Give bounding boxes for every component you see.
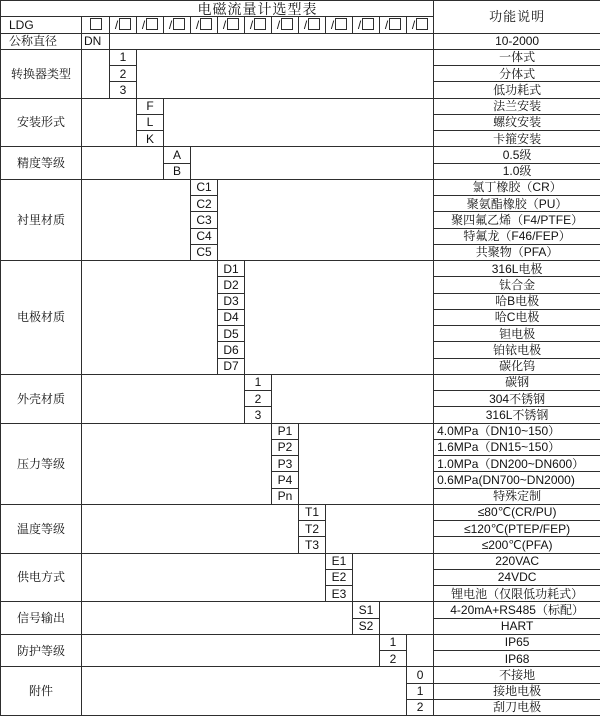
spacer-cell (218, 179, 434, 260)
option-desc: 1.0MPa（DN200~DN600） (434, 456, 600, 472)
option-code: P2 (272, 439, 299, 455)
option-code: D2 (218, 277, 245, 293)
category-label: 附件 (1, 667, 82, 716)
option-code: C5 (191, 244, 218, 260)
option-code: C4 (191, 228, 218, 244)
option-code: D6 (218, 342, 245, 358)
placeholder-box-icon (119, 18, 131, 30)
category-label: 温度等级 (1, 504, 82, 553)
option-code: C2 (191, 196, 218, 212)
option-desc: 特殊定制 (434, 488, 600, 504)
option-desc: 哈B电极 (434, 293, 600, 309)
placeholder-box-icon (173, 18, 185, 30)
option-desc: 316L不锈钢 (434, 407, 600, 423)
spacer-cell (82, 602, 353, 635)
option-code: T1 (299, 504, 326, 520)
spacer-cell (82, 634, 380, 667)
option-code: S2 (353, 618, 380, 634)
spacer-cell (82, 49, 110, 98)
category-label: 安装形式 (1, 98, 82, 147)
function-desc-header: 功能说明 (434, 1, 600, 34)
slash-separator: / (249, 18, 254, 33)
placeholder-box-icon (200, 18, 212, 30)
option-desc: 氯丁橡胶（CR） (434, 179, 600, 195)
placeholder-box-icon (389, 18, 401, 30)
spacer-cell (380, 602, 434, 635)
selector-slash-box-cell (299, 17, 326, 33)
selector-slash-box-cell (164, 17, 191, 33)
option-code: D3 (218, 293, 245, 309)
spacer-cell (299, 423, 434, 504)
option-desc: 低功耗式 (434, 82, 600, 98)
placeholder-box-icon (308, 18, 320, 30)
option-code: 2 (110, 66, 137, 82)
selector-slash-box-cell (407, 17, 434, 33)
category-label: 外壳材质 (1, 374, 82, 423)
selector-slash-box-cell (380, 17, 407, 33)
option-code: T2 (299, 521, 326, 537)
option-code: S1 (353, 602, 380, 618)
selector-slash-box-cell (353, 17, 380, 33)
option-code: D7 (218, 358, 245, 374)
option-desc: ≤120℃(PTEP/FEP) (434, 521, 600, 537)
option-desc: 24VDC (434, 569, 600, 585)
option-code: 2 (245, 391, 272, 407)
placeholder-box-icon (362, 18, 374, 30)
option-code: T3 (299, 537, 326, 553)
option-desc: 0.5级 (434, 147, 600, 163)
spacer-cell (110, 33, 434, 49)
option-desc: ≤200℃(PFA) (434, 537, 600, 553)
option-code: C1 (191, 179, 218, 195)
slash-separator: / (330, 18, 335, 33)
option-code: 1 (380, 634, 407, 650)
option-code: P1 (272, 423, 299, 439)
option-code: E3 (326, 586, 353, 602)
category-label: 转换器类型 (1, 49, 82, 98)
category-label: 压力等级 (1, 423, 82, 504)
placeholder-box-icon (90, 18, 102, 30)
spacer-cell (82, 374, 245, 423)
spacer-cell (272, 374, 434, 423)
option-code: L (137, 114, 164, 130)
slash-separator: / (357, 18, 362, 33)
option-code: 1 (245, 374, 272, 390)
slash-separator: / (141, 18, 146, 33)
option-code: D4 (218, 309, 245, 325)
selector-box-cell (82, 17, 110, 33)
option-desc: 304不锈钢 (434, 391, 600, 407)
option-code: D1 (218, 261, 245, 277)
option-desc: 卡箍安装 (434, 131, 600, 147)
option-desc: 分体式 (434, 66, 600, 82)
option-desc: 碳钢 (434, 374, 600, 390)
spacer-cell (82, 147, 164, 180)
option-code: DN (82, 33, 110, 49)
option-code: 3 (110, 82, 137, 98)
option-desc: 220VAC (434, 553, 600, 569)
option-code: 1 (110, 49, 137, 65)
option-desc: 刮刀电极 (434, 699, 600, 715)
option-desc: 碳化钨 (434, 358, 600, 374)
option-code: E2 (326, 569, 353, 585)
placeholder-box-icon (254, 18, 266, 30)
option-code: 0 (407, 667, 434, 683)
spacer-cell (82, 667, 407, 716)
option-code: D5 (218, 326, 245, 342)
option-code: F (137, 98, 164, 114)
slash-separator: / (114, 18, 119, 33)
option-desc: HART (434, 618, 600, 634)
option-desc: 钛合金 (434, 277, 600, 293)
option-desc: 一体式 (434, 49, 600, 65)
doc-title: 电磁流量计选型表 (1, 1, 434, 17)
option-code: P3 (272, 456, 299, 472)
selector-slash-box-cell (218, 17, 245, 33)
spacer-cell (353, 553, 434, 602)
spacer-cell (191, 147, 434, 180)
option-code: B (164, 163, 191, 179)
slash-separator: / (276, 18, 281, 33)
option-desc: IP68 (434, 651, 600, 667)
slash-separator: / (411, 18, 416, 33)
slash-separator: / (384, 18, 389, 33)
spacer-cell (407, 634, 434, 667)
spacer-cell (164, 98, 434, 147)
slash-separator: / (168, 18, 173, 33)
spacer-cell (326, 504, 434, 553)
option-desc: 哈C电极 (434, 309, 600, 325)
option-code: Pn (272, 488, 299, 504)
option-code: A (164, 147, 191, 163)
spacer-cell (82, 179, 191, 260)
option-desc: 螺纹安装 (434, 114, 600, 130)
placeholder-box-icon (335, 18, 347, 30)
option-code: C3 (191, 212, 218, 228)
category-label: 精度等级 (1, 147, 82, 180)
spacer-cell (82, 553, 326, 602)
category-label: 防护等级 (1, 634, 82, 667)
slash-separator: / (303, 18, 308, 33)
spacer-cell (82, 504, 299, 553)
option-code: 1 (407, 683, 434, 699)
option-desc: 接地电极 (434, 683, 600, 699)
option-desc: 钽电极 (434, 326, 600, 342)
selector-slash-box-cell (272, 17, 299, 33)
placeholder-box-icon (146, 18, 158, 30)
option-code: E1 (326, 553, 353, 569)
option-desc: 法兰安装 (434, 98, 600, 114)
selector-slash-box-cell (326, 17, 353, 33)
option-code: 2 (380, 651, 407, 667)
category-label: 衬里材质 (1, 179, 82, 260)
selector-slash-box-cell (245, 17, 272, 33)
category-label: 公称直径 (1, 33, 82, 49)
option-desc: 0.6MPa(DN700~DN2000) (434, 472, 600, 488)
placeholder-box-icon (416, 18, 428, 30)
option-desc: 锂电池（仅限低功耗式） (434, 586, 600, 602)
placeholder-box-icon (281, 18, 293, 30)
spacer-cell (82, 261, 218, 375)
spacer-cell (137, 49, 434, 98)
option-desc: 1.0级 (434, 163, 600, 179)
slash-separator: / (222, 18, 227, 33)
spacer-cell (245, 261, 434, 375)
option-desc: 聚四氟乙烯（F4/PTFE） (434, 212, 600, 228)
option-code: 2 (407, 699, 434, 715)
option-desc: 不接地 (434, 667, 600, 683)
option-desc: 4.0MPa（DN10~150） (434, 423, 600, 439)
option-code: K (137, 131, 164, 147)
option-desc: 特氟龙（F46/FEP） (434, 228, 600, 244)
option-code: 3 (245, 407, 272, 423)
option-desc: 聚氨酯橡胶（PU） (434, 196, 600, 212)
option-desc: 4-20mA+RS485（标配） (434, 602, 600, 618)
option-desc: 铂铱电极 (434, 342, 600, 358)
model-code-label: LDG (1, 17, 82, 33)
option-desc: 1.6MPa（DN15~150） (434, 439, 600, 455)
option-desc: 10-2000 (434, 33, 600, 49)
slash-separator: / (195, 18, 200, 33)
placeholder-box-icon (227, 18, 239, 30)
option-desc: IP65 (434, 634, 600, 650)
selector-slash-box-cell (110, 17, 137, 33)
category-label: 电极材质 (1, 261, 82, 375)
spacer-cell (82, 98, 137, 147)
category-label: 供电方式 (1, 553, 82, 602)
option-desc: 共聚物（PFA） (434, 244, 600, 260)
category-label: 信号输出 (1, 602, 82, 635)
option-desc: ≤80℃(CR/PU) (434, 504, 600, 520)
selector-slash-box-cell (137, 17, 164, 33)
option-desc: 316L电极 (434, 261, 600, 277)
selector-slash-box-cell (191, 17, 218, 33)
spacer-cell (82, 423, 272, 504)
option-code: P4 (272, 472, 299, 488)
